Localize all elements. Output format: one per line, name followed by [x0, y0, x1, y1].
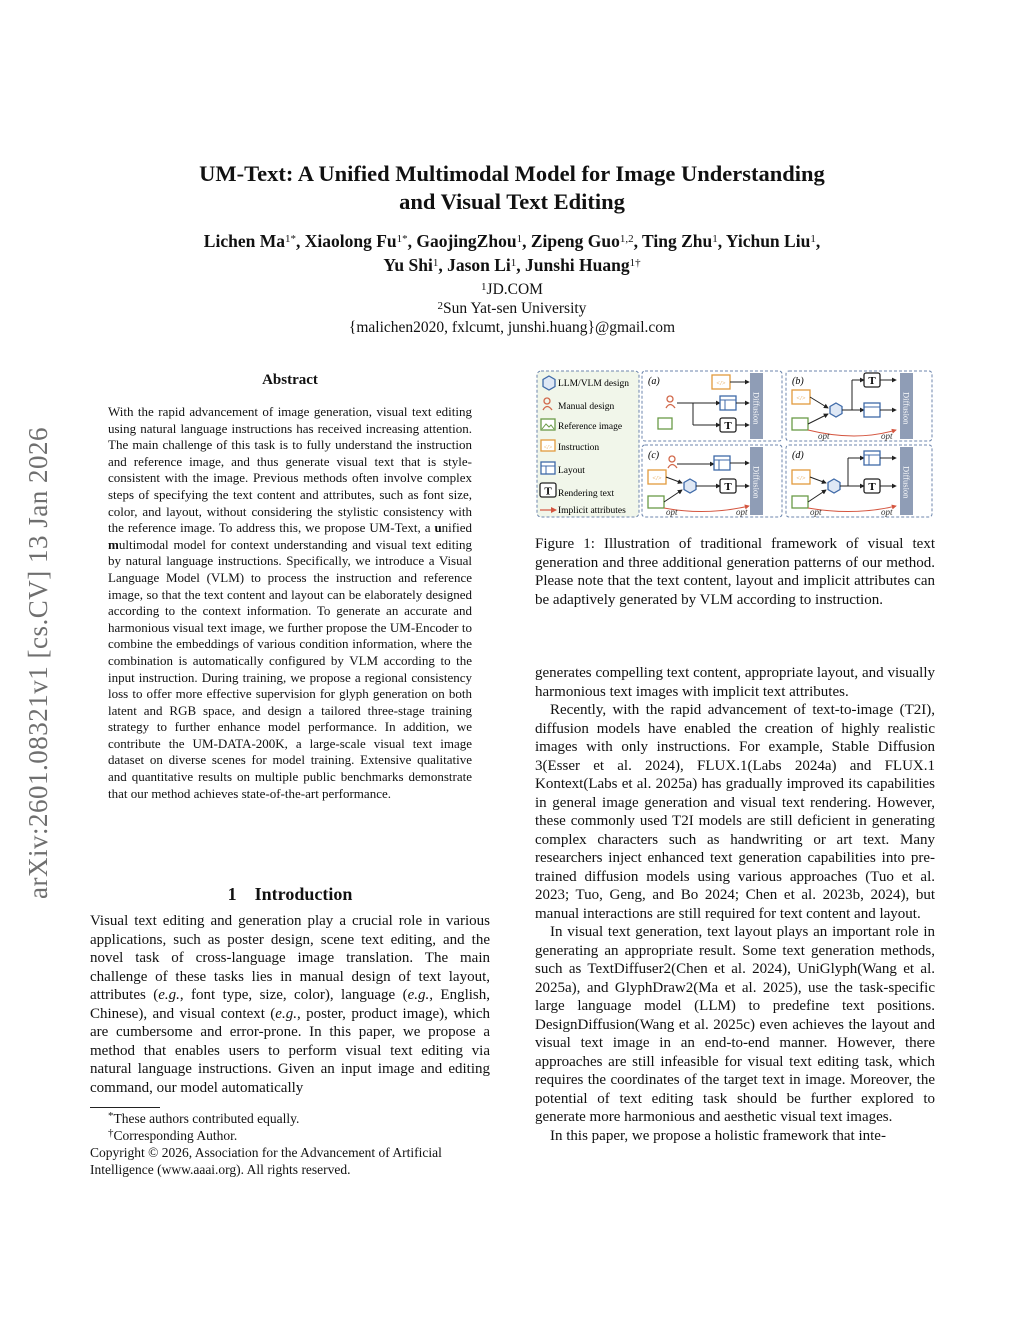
vlm-icon — [543, 376, 555, 390]
figure-legend — [537, 371, 639, 517]
abstract-body — [108, 404, 472, 802]
author-affil-mark: 1 — [712, 233, 718, 245]
opt-label: opt — [666, 507, 678, 517]
author-list: Lichen $Ma^{1*}$, Xiaolong $Fu^{1*}$, GaojingZhou$^1$, Zipeng Guo$^{1,2}$, Ting Zhu$^1$, Yichun Liu$^1$, Yu Shi$^1$, Jason Li$^1$, Junshi Huang$^{1\dagger}$ — [203, 231, 821, 275]
section-heading — [90, 884, 490, 905]
diffusion-label: Diffusion — [901, 466, 912, 499]
intro-eg: e.g. — [275, 1005, 297, 1022]
affil-mark: 1 — [481, 281, 487, 293]
opt-label: opt — [881, 507, 893, 517]
panel-b — [786, 371, 932, 441]
abstract-text: nified — [441, 520, 472, 536]
intro-text: , English, Chinese), and visual context ( — [90, 987, 490, 1022]
code-glyph: </> — [796, 475, 806, 482]
paragraph: In this paper, we propose a holistic framework that inte- — [550, 1127, 886, 1144]
footnote-equal-contribution: These authors contributed equally. — [113, 1111, 300, 1126]
affiliations — [260, 280, 764, 337]
legend-manual: Manual design — [558, 402, 615, 412]
code-glyph: </> — [652, 475, 662, 482]
paragraph: generates compelling text content, appropriate layout, and visually harmonious text images with implicit text attributes. — [535, 665, 935, 700]
section-title: Introduction — [254, 884, 353, 904]
paper-title — [120, 160, 904, 216]
diffusion-label: Diffusion — [901, 392, 912, 425]
author-name: Xiaolong Fu — [304, 231, 397, 251]
panel-label: (a) — [648, 376, 660, 387]
diffusion-label: Diffusion — [751, 466, 762, 499]
section-number: 1 — [227, 884, 237, 904]
abstract-text: ultimodal model for context understanding and visual text editing by natural language instructions. Specifically, we introduce a Visual Language Model (VLM) to process the instruction and reference image, so that the text content and layout can be elaborately designed according to the context information. To generate an accurate and harmonious visual text image, we further propose the UM-Encoder to combine the embeddings of various condition information, where the combination is automatically configured by VLM according to the input instruction. During training, we propose a regional consistency loss to offer more effective supervision for glyph generation on both latent and RGB space, and design a tailored three-stage training strategy to further enhance model performance. In addition, we contribute the UM-DATA-200K, a large-scale visual text image dataset on diverse scenes for model training. Extensive qualitative and quantitative results on multiple public benchmarks demonstrate that our method achieves state-of-the-art performance. — [108, 536, 472, 801]
author-affil-mark: 1 — [810, 233, 816, 245]
author-affil-mark: 1* — [284, 233, 296, 245]
footnote-mark: * — [108, 1110, 114, 1122]
legend-implicit: Implicit attributes — [558, 506, 626, 516]
t-glyph: T — [724, 420, 732, 432]
legend-llm-vlm: LLM/VLM design — [558, 379, 629, 389]
copyright-notice: Copyright © 2026, Association for the Advancement of Artificial Intelligence (www.aaai.org). All rights reserved. — [90, 1145, 442, 1177]
panel-label: (c) — [648, 450, 660, 461]
figure-caption: Figure 1: Illustration of traditional framework of visual text generation and three additional generation patterns of our method. Please note that the text content, layout and implicit attributes can be adaptively generated by VLM according to instruction. — [535, 536, 935, 608]
code-glyph: </> — [796, 395, 806, 402]
footnote-corresponding: Corresponding Author. — [113, 1128, 238, 1143]
opt-label: opt — [736, 507, 748, 517]
abstract-heading: Abstract — [262, 372, 318, 388]
t-glyph: T — [868, 375, 876, 387]
author-affil-mark: 1† — [629, 257, 641, 269]
opt-label: opt — [818, 431, 830, 441]
author-name: Lichen Ma — [203, 231, 285, 251]
rendering-text-icon — [540, 483, 556, 498]
author-name: Ting Zhu — [642, 231, 713, 251]
footnote-divider — [90, 1107, 160, 1108]
t-glyph: T — [544, 485, 552, 498]
t-glyph: T — [868, 481, 876, 493]
author-name: Zipeng Guo — [530, 231, 620, 251]
abstract-emphasis: u — [434, 520, 442, 536]
paragraph: In visual text generation, text layout plays an important role in generating an appropriate result. Some text generation methods, such as TextDiffuser2(Chen et al. 2024), UniGlyph(Wang et al. 2025a), and GlyphDraw2(Ma et al. 2025), use the task-specific large language model (LLM) to predefine text positions. DesignDiffusion(Wang et al. 2025c) even achieves the layout and visual text image in an end-to-end manner. However, there approaches are still infeasible for visual text editing task, which requires the coordinates of the target text in image. Moreover, the potential of text editing task should be further explored to generate more harmonious and aesthetic visual text images. — [535, 924, 935, 1125]
author-name: Yu Shi — [383, 255, 433, 275]
intro-text: Visual text editing and generation play a crucial role in various applications, such as poster design, scene text editing, and the novel task of cross-language image translation. The main challenge of these tasks lies in manual design of text layout, attributes ( — [90, 913, 490, 1003]
legend-instruction: Instruction — [558, 443, 600, 453]
opt-label: opt — [810, 507, 822, 517]
t-glyph: T — [724, 481, 732, 493]
panel-d — [786, 445, 932, 517]
intro-eg: e.g. — [407, 987, 430, 1003]
footnote-mark: † — [108, 1127, 114, 1139]
abstract-text: With the rapid advancement of image generation, visual text editing using natural language instructions has received increasing attention. The main challenge of this task is to fully understand the instruction and reference image, and thus generate visual text that is style-consistent with the image. Previous methods often involve complex steps of specifying the text content and attributes, such as font size, color, and layout, without considering the stylistic consistency with the reference image. To address this, we propose UM-Text, a — [108, 404, 472, 536]
right-column-body — [535, 664, 935, 1145]
affil-mark: 2 — [437, 300, 444, 312]
contact-email: {malichen2020, fxlcumt, junshi.huang}@gmail.com — [348, 319, 676, 336]
author-affil-mark: 1* — [396, 233, 408, 245]
abstract-emphasis: m — [108, 536, 119, 552]
panel-label: (d) — [792, 450, 804, 461]
intro-eg: e.g. — [158, 987, 180, 1003]
opt-label: opt — [881, 431, 893, 441]
title-line-2: and Visual Text Editing — [399, 189, 625, 214]
author-affil-mark: 1,2 — [619, 233, 634, 245]
author-affil-mark: 1 — [510, 257, 517, 269]
author-name: GaojingZhou — [416, 231, 517, 251]
paragraph: Recently, with the rapid advancement of text-to-image (T2I), diffusion models have enabled the creation of highly realistic images with only instructions. For example, Stable Diffusion 3(Esser et al. 2024), FLUX.1(Labs 2024a) and FLUX.1 Kontext(Labs et al. 2025a) has gradually improved its capabilities in general image generation and visual text rendering. However, these commonly used T2I models are still deficient in generating complex characters such as handwriting or art text. Many researchers inject enhanced text generation capabilities into pre-trained diffusion models using various approaches (Tuo et al. 2023; Tuo, Geng, and Bo 2024; Chen et al. 2023b, 2024), but manual interactions are still required for text content and layout. — [535, 702, 935, 922]
intro-body — [90, 912, 490, 1097]
author-name: Jason Li — [447, 255, 511, 275]
affiliation-1: JD.COM — [486, 281, 543, 298]
code-glyph: </> — [716, 380, 726, 387]
layout-icon — [541, 462, 555, 474]
panel-c — [642, 445, 782, 517]
intro-text: , poster, product image), which are cumbersome and error-prone. In this paper, we propose a method that enables users to perform visual text editing via natural language instructions. Given an input image and editing command, our model automatically — [90, 1005, 490, 1096]
reference-image-icon — [541, 419, 555, 430]
legend-rendering: Rendering text — [558, 489, 615, 499]
author-name: Yichun Liu — [725, 231, 811, 251]
affiliation-2: Sun Yat-sen University — [443, 300, 587, 317]
legend-layout: Layout — [558, 466, 585, 476]
footnotes — [90, 1110, 490, 1178]
author-name: Junshi Huang — [525, 255, 630, 275]
code-glyph: </> — [543, 445, 553, 451]
author-affil-mark: 1 — [432, 257, 439, 269]
panel-a — [642, 371, 782, 441]
intro-text: , font type, size, color), language ( — [179, 987, 408, 1003]
panel-label: (b) — [792, 376, 804, 387]
title-line-1: UM-Text: A Unified Multimodal Model for Image Understanding — [199, 161, 825, 186]
instruction-icon — [541, 440, 555, 451]
legend-reference: Reference image — [558, 422, 623, 432]
figure-1-diagram — [536, 370, 934, 520]
arxiv-identifier: arXiv:2601.08321v1 [cs.CV] 13 Jan 2026 — [23, 427, 53, 899]
author-affil-mark: 1 — [516, 233, 523, 245]
diffusion-label: Diffusion — [751, 392, 762, 425]
